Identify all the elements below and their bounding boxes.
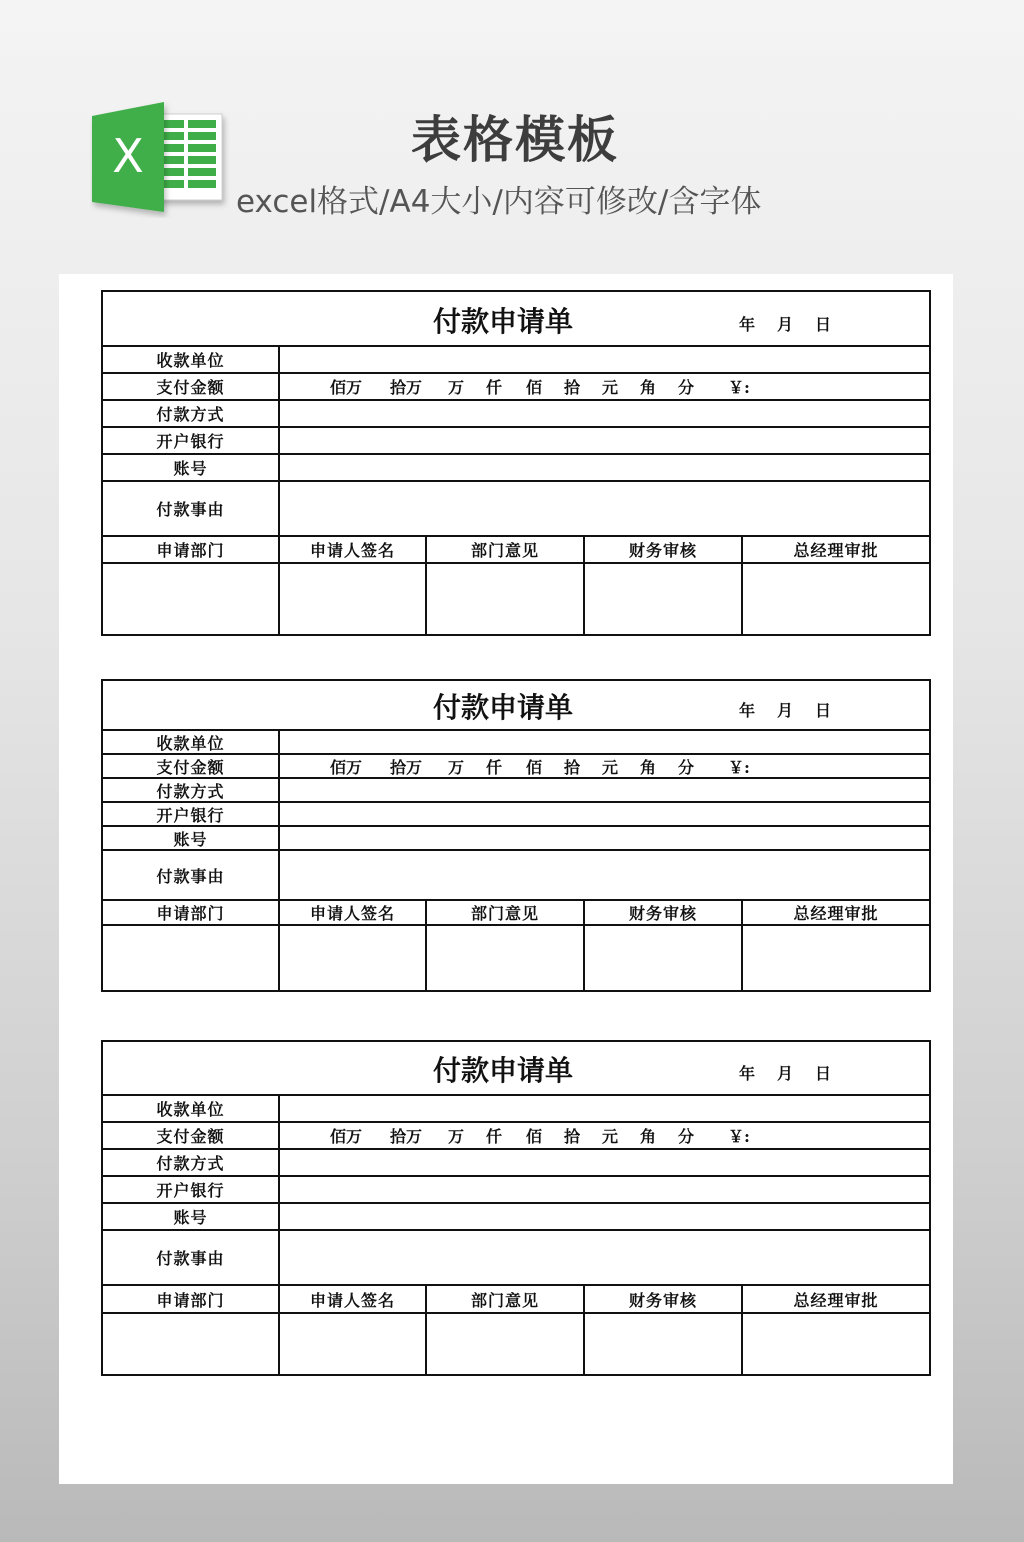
amount-unit-label: ￥: (728, 378, 750, 397)
page-title: 表格模板 (411, 111, 619, 169)
field-label: 开户银行 (103, 803, 280, 825)
signature-header-row (103, 1286, 929, 1314)
signature-header: 财务审核 (585, 1286, 743, 1312)
signature-header: 申请部门 (103, 537, 280, 562)
signature-header: 总经理审批 (793, 904, 879, 923)
amount-unit-label: 分 (678, 1127, 695, 1146)
form-date (739, 1061, 853, 1084)
form-row (103, 851, 929, 901)
amount-unit-label: 仟 (486, 757, 503, 777)
field-label: 付款事由 (103, 851, 280, 899)
form-row (103, 428, 929, 455)
amount-unit-label: 佰 (526, 757, 543, 777)
amount-unit-label: 元 (602, 378, 619, 397)
field-label: 收款单位 (103, 731, 280, 753)
signature-header: 部门意见 (427, 537, 585, 562)
amount-unit-label: 拾万 (390, 378, 423, 397)
signature-field[interactable] (280, 564, 427, 634)
form-row (103, 803, 929, 827)
form-row (103, 1204, 929, 1231)
amount-unit-label: 拾万 (390, 1127, 423, 1146)
field-label: 付款事由 (103, 1231, 280, 1284)
signature-header-row (103, 537, 929, 564)
field-label: 开户银行 (103, 1177, 280, 1202)
field-value[interactable] (280, 803, 929, 825)
form-row (103, 455, 929, 482)
signature-field-row (103, 564, 929, 634)
form-row (103, 1123, 929, 1150)
field-value[interactable] (280, 779, 929, 801)
field-value[interactable] (280, 374, 929, 399)
signature-field[interactable] (280, 1314, 427, 1374)
signature-header: 财务审核 (585, 537, 743, 562)
field-value[interactable] (280, 1150, 929, 1175)
amount-unit-label: 万 (448, 1127, 465, 1146)
signature-field[interactable] (280, 926, 427, 990)
signature-header: 部门意见 (427, 1286, 585, 1312)
signature-field[interactable] (743, 926, 929, 990)
signature-header: 申请部门 (103, 1286, 280, 1312)
field-value[interactable] (280, 428, 929, 453)
signature-field[interactable] (427, 564, 585, 634)
date-label: 月 (777, 1064, 794, 1083)
form-date (739, 698, 853, 721)
amount-unit-label: 分 (678, 757, 695, 777)
date-label: 日 (815, 315, 832, 334)
field-label: 付款方式 (103, 1150, 280, 1175)
amount-unit-label: 分 (678, 378, 695, 397)
page-subtitle: excel格式/A4大小/内容可修改/含字体 (236, 184, 762, 220)
form-header (103, 1042, 929, 1096)
signature-header: 总经理审批 (793, 1290, 879, 1310)
field-value[interactable] (280, 731, 929, 753)
payment-request-form (101, 679, 931, 992)
form-title: 付款申请单 (432, 305, 573, 338)
signature-header: 申请人签名 (280, 901, 427, 924)
form-title: 付款申请单 (432, 1054, 573, 1087)
amount-unit-label: 角 (640, 1127, 657, 1146)
form-row (103, 779, 929, 803)
form-title: 付款申请单 (432, 691, 573, 724)
field-value[interactable] (280, 1204, 929, 1229)
signature-field[interactable] (743, 1314, 929, 1374)
field-value[interactable] (280, 1096, 929, 1121)
signature-field-row (103, 926, 929, 990)
signature-field-row (103, 1314, 929, 1374)
form-header (103, 681, 929, 731)
field-label: 付款事由 (103, 482, 280, 535)
amount-unit-label: 角 (640, 757, 657, 777)
amount-unit-label: 仟 (486, 1127, 503, 1146)
field-label: 支付金额 (103, 374, 280, 399)
field-label: 开户银行 (103, 428, 280, 453)
date-label: 月 (777, 701, 794, 720)
date-label: 日 (815, 701, 832, 720)
form-header (103, 292, 929, 347)
amount-unit-label: 元 (602, 757, 619, 777)
form-row (103, 482, 929, 537)
field-value[interactable] (280, 1123, 929, 1148)
amount-unit-label: 万 (448, 757, 465, 777)
signature-field[interactable] (103, 564, 280, 634)
form-row (103, 755, 929, 779)
date-label: 年 (739, 701, 756, 720)
form-row (103, 1177, 929, 1204)
field-value[interactable] (280, 1177, 929, 1202)
field-label: 账号 (103, 455, 280, 480)
signature-header: 申请人签名 (280, 537, 427, 562)
signature-header: 总经理审批 (793, 541, 879, 560)
amount-unit-label: 佰万 (330, 378, 363, 397)
payment-request-form (101, 1040, 931, 1376)
amount-unit-label: ￥: (728, 757, 750, 777)
signature-header: 申请人签名 (280, 1286, 427, 1312)
field-label: 收款单位 (103, 347, 280, 372)
signature-header: 财务审核 (585, 901, 743, 924)
form-row (103, 374, 929, 401)
form-row (103, 401, 929, 428)
field-label: 收款单位 (103, 1096, 280, 1121)
header (0, 0, 1024, 260)
amount-unit-label: 佰 (526, 378, 543, 397)
form-row (103, 827, 929, 851)
form-row (103, 1150, 929, 1177)
date-label: 日 (815, 1064, 832, 1083)
field-label: 账号 (103, 1204, 280, 1229)
signature-field[interactable] (103, 926, 280, 990)
signature-field[interactable] (427, 1314, 585, 1374)
amount-unit-label: 佰 (526, 1127, 543, 1146)
amount-unit-label: 元 (602, 1127, 619, 1146)
field-value[interactable] (280, 347, 929, 372)
form-row (103, 347, 929, 374)
field-label: 支付金额 (103, 1123, 280, 1148)
signature-field[interactable] (585, 1314, 743, 1374)
paper-sheet (59, 274, 953, 1484)
signature-field[interactable] (585, 564, 743, 634)
field-value[interactable] (280, 455, 929, 480)
signature-field[interactable] (103, 1314, 280, 1374)
amount-unit-label: 佰万 (330, 1127, 363, 1146)
amount-unit-label: 仟 (486, 378, 503, 397)
field-label: 付款方式 (103, 779, 280, 801)
payment-request-form (101, 290, 931, 636)
date-label: 月 (777, 315, 794, 334)
amount-unit-label: ￥: (728, 1127, 750, 1146)
field-value[interactable] (280, 755, 929, 777)
excel-logo-icon (90, 100, 230, 218)
field-value[interactable] (280, 482, 929, 535)
field-label: 付款方式 (103, 401, 280, 426)
amount-unit-label: 佰万 (330, 757, 363, 777)
amount-unit-label: 万 (448, 378, 465, 397)
signature-field[interactable] (585, 926, 743, 990)
amount-unit-label: 角 (640, 378, 657, 397)
field-value[interactable] (280, 1231, 929, 1284)
amount-unit-label: 拾 (564, 378, 581, 397)
form-row (103, 731, 929, 755)
field-value[interactable] (280, 851, 929, 899)
amount-unit-label: 拾万 (390, 757, 423, 777)
field-value[interactable] (280, 401, 929, 426)
svg-text:X: X (112, 129, 144, 183)
signature-header: 部门意见 (427, 901, 585, 924)
signature-field[interactable] (427, 926, 585, 990)
signature-header-row (103, 901, 929, 926)
date-label: 年 (739, 1064, 756, 1083)
amount-unit-label: 拾 (564, 757, 581, 777)
field-value[interactable] (280, 827, 929, 849)
form-date (739, 312, 853, 335)
date-label: 年 (739, 315, 756, 334)
field-label: 账号 (103, 827, 280, 849)
signature-field[interactable] (743, 564, 929, 634)
amount-unit-label: 拾 (564, 1127, 581, 1146)
signature-header: 申请部门 (103, 901, 280, 924)
form-row (103, 1231, 929, 1286)
field-label: 支付金额 (103, 755, 280, 777)
form-row (103, 1096, 929, 1123)
